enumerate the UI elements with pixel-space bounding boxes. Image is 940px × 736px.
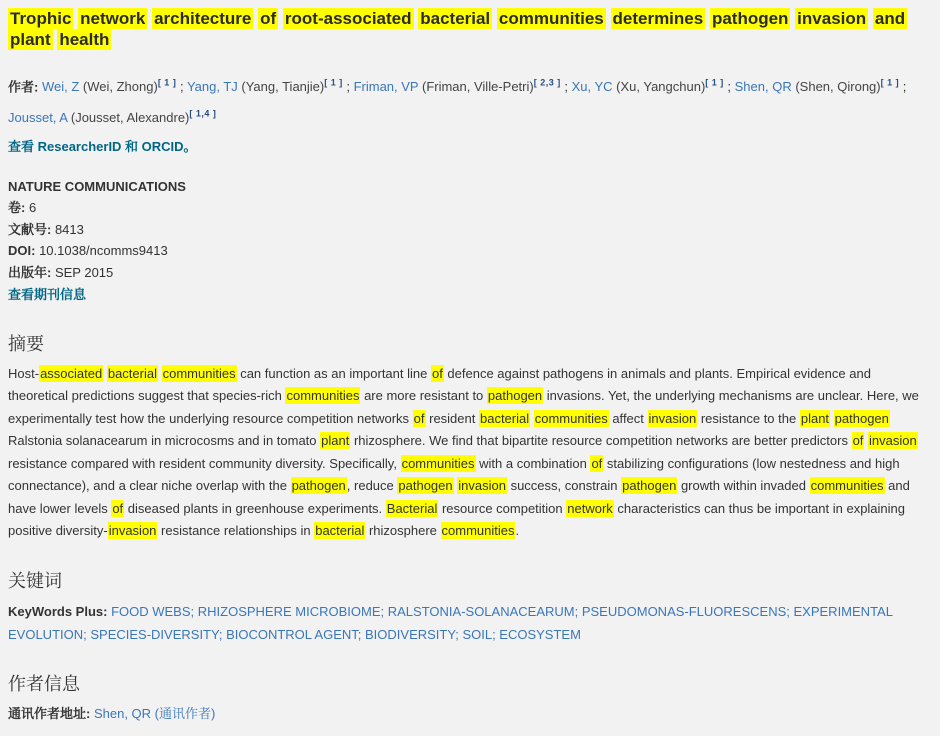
journal-field-label: DOI: — [8, 243, 36, 259]
journal-info-link[interactable]: 查看期刊信息 — [8, 287, 87, 303]
abstract-heading: 摘要 — [8, 333, 44, 354]
highlighted-term: of — [112, 500, 124, 516]
journal-field-value: SEP 2015 — [51, 264, 114, 280]
highlighted-term: plant — [321, 433, 350, 449]
author-fullname: (Xu, Yangchun) — [612, 79, 706, 95]
highlighted-term: pathogen — [487, 388, 543, 404]
highlighted-title-word: Trophic — [10, 9, 72, 28]
journal-field-row — [8, 240, 932, 262]
author-affiliation-sup[interactable]: [ 1 ] — [880, 78, 900, 88]
highlighted-title-word: network — [80, 9, 146, 28]
highlighted-term: of — [852, 433, 864, 449]
highlighted-term: invasion — [458, 478, 506, 494]
keyword-link[interactable]: FOOD WEBS — [111, 603, 191, 619]
author-fullname: (Wei, Zhong) — [79, 79, 158, 95]
keyword-link[interactable]: RHIZOSPHERE MICROBIOME — [197, 603, 381, 619]
journal-fields — [8, 197, 932, 283]
highlighted-title-word: of — [260, 9, 277, 28]
highlighted-title-word: bacterial — [420, 9, 491, 28]
author-link[interactable]: Xu, YC — [571, 79, 613, 95]
journal-field-value: 8413 — [51, 221, 84, 237]
author-link[interactable]: Shen, QR — [734, 79, 792, 95]
highlighted-term: communities — [162, 365, 236, 381]
journal-field-label: 卷: — [8, 200, 26, 216]
highlighted-term: associated — [40, 365, 103, 381]
journal-link-row — [8, 284, 932, 306]
highlighted-term: communities — [810, 478, 884, 494]
highlighted-title-word: determines — [612, 9, 704, 28]
researcherid-orcid-row — [8, 136, 932, 156]
keywords-plus-label: KeyWords Plus: — [8, 603, 108, 619]
highlighted-term: pathogen — [834, 410, 889, 426]
highlighted-term: invasion — [648, 410, 697, 426]
journal-field-row — [8, 197, 932, 219]
journal-field-value: 10.1038/ncomms9413 — [35, 243, 168, 259]
journal-field-value: 6 — [25, 200, 37, 216]
keywords-line — [8, 600, 932, 646]
highlighted-term: communities — [534, 410, 608, 426]
authors-list: Wei, Z (Wei, Zhong)[ 1 ] ; Yang, TJ (Yang, Tianjie)[ 1 ] ; Friman, VP (Friman, Ville-Petri)[ 2,3 ] ; Xu, YC (Xu, Yangchun)[ 1 ] ; Shen, QR (Shen, Qirong)[ 1 ] ; Jousset, A (Jousset, Alexandre)[ 1,4 ] — [8, 78, 907, 125]
journal-field-row — [8, 219, 932, 241]
researcherid-orcid-link[interactable]: 查看 ResearcherID 和 ORCID。 — [8, 138, 197, 154]
highlighted-term: network — [567, 500, 613, 516]
highlighted-term: invasion — [108, 523, 157, 539]
highlighted-term: communities — [286, 388, 360, 404]
highlighted-term: pathogen — [622, 478, 677, 494]
highlighted-term: pathogen — [398, 478, 453, 494]
journal-field-label: 文献号: — [8, 221, 52, 237]
highlighted-title-word: plant — [10, 30, 51, 49]
keyword-link[interactable]: RALSTONIA-SOLANACEARUM — [387, 603, 575, 619]
author-fullname: (Friman, Ville-Petri) — [418, 79, 534, 95]
keyword-link[interactable]: EXPERIMENTAL EVOLUTION — [8, 603, 893, 642]
highlighted-term: Bacterial — [386, 500, 438, 516]
authors-line — [8, 70, 932, 131]
highlighted-term: communities — [401, 455, 475, 471]
reprint-address-line — [8, 703, 932, 724]
highlighted-title-word: root-associated — [284, 9, 412, 28]
highlighted-term: plant — [800, 410, 830, 426]
author-link[interactable]: Yang, TJ — [186, 79, 238, 95]
keyword-link[interactable]: PSEUDOMONAS-FLUORESCENS — [581, 603, 787, 619]
author-link[interactable]: Friman, VP — [353, 79, 419, 95]
author-fullname: (Yang, Tianjie) — [237, 79, 325, 95]
highlighted-title-word: health — [59, 30, 110, 49]
highlighted-title-word: pathogen — [711, 9, 789, 28]
journal-info-block — [8, 176, 932, 306]
keywords-list: FOOD WEBS; RHIZOSPHERE MICROBIOME; RALSTONIA-SOLANACEARUM; PSEUDOMONAS-FLUORESCENS; EXPERIMENTAL EVOLUTION; SPECIES-DIVERSITY; BIOCONTROL AGENT; BIODIVERSITY; SOIL; ECOSYSTEM — [8, 603, 893, 642]
author-link[interactable]: Jousset, A — [8, 109, 68, 125]
highlighted-title-word: and — [874, 9, 906, 28]
author-affiliation-sup[interactable]: [ 1,4 ] — [189, 108, 217, 119]
abstract-text: Host-associated bacterial communities can function as an important line of defence against pathogens in animals and plants. Empirical evidence and theoretical predictions suggest that species-rich communities are more resistant to pathogen invasions. Yet, the underlying mechanisms are unclear. Here, we experimentally test how the underlying resource competition networks of resident bacterial communities affect invasion resistance to the plant pathogen Ralstonia solanacearum in microcosms and in tomato plant rhizosphere. We find that bipartite resource competition networks are better predictors of invasion resistance compared with resident community diversity. Specifically, communities with a combination of stabilizing configurations (low nestedness and high connectance), and a clear niche overlap with the pathogen, reduce pathogen invasion success, constrain pathogen growth within invaded communities and have lower levels of diseased plants in greenhouse experiments. Bacterial resource competition network characteristics can thus be important in explaining positive diversity-invasion resistance relationships in bacterial rhizosphere communities. — [8, 365, 919, 539]
keyword-link[interactable]: BIOCONTROL AGENT — [226, 626, 358, 642]
keyword-link[interactable]: SOIL — [462, 626, 493, 642]
highlighted-title-word: architecture — [154, 9, 252, 28]
author-info-heading: 作者信息 — [8, 673, 80, 694]
keyword-link[interactable]: ECOSYSTEM — [499, 626, 581, 642]
highlighted-term: bacterial — [315, 523, 365, 539]
highlighted-term: of — [591, 455, 603, 471]
highlighted-term: of — [431, 365, 443, 381]
author-affiliation-sup[interactable]: [ 1 ] — [157, 78, 177, 88]
keyword-link[interactable]: BIODIVERSITY — [365, 626, 456, 642]
author-affiliation-sup[interactable]: [ 1 ] — [324, 78, 343, 88]
reprint-author-link[interactable]: Shen, QR (通讯作者) — [93, 705, 216, 721]
authors-label: 作者: — [8, 79, 39, 95]
journal-field-row — [8, 262, 932, 284]
highlighted-term: invasion — [869, 433, 917, 449]
journal-field-label: 出版年: — [8, 264, 52, 280]
author-affiliation-sup[interactable]: [ 1 ] — [705, 78, 724, 88]
reprint-address-label: 通讯作者地址: — [8, 705, 91, 721]
keywords-heading: 关键词 — [8, 570, 62, 591]
journal-name: NATURE COMMUNICATIONS — [8, 178, 186, 194]
author-fullname: (Shen, Qirong) — [791, 79, 881, 95]
highlighted-term: pathogen — [291, 478, 346, 494]
highlighted-term: of — [413, 410, 425, 426]
keyword-link[interactable]: SPECIES-DIVERSITY — [90, 626, 219, 642]
author-fullname: (Jousset, Alexandre) — [67, 109, 190, 125]
highlighted-term: bacterial — [479, 410, 530, 426]
highlighted-term: bacterial — [107, 365, 157, 381]
highlighted-title-word: communities — [498, 9, 604, 28]
highlighted-title-word: invasion — [797, 9, 867, 28]
author-affiliation-sup[interactable]: [ 2,3 ] — [533, 78, 561, 88]
highlighted-term: communities — [441, 523, 515, 539]
article-title — [8, 8, 932, 50]
author-link[interactable]: Wei, Z — [41, 79, 80, 95]
